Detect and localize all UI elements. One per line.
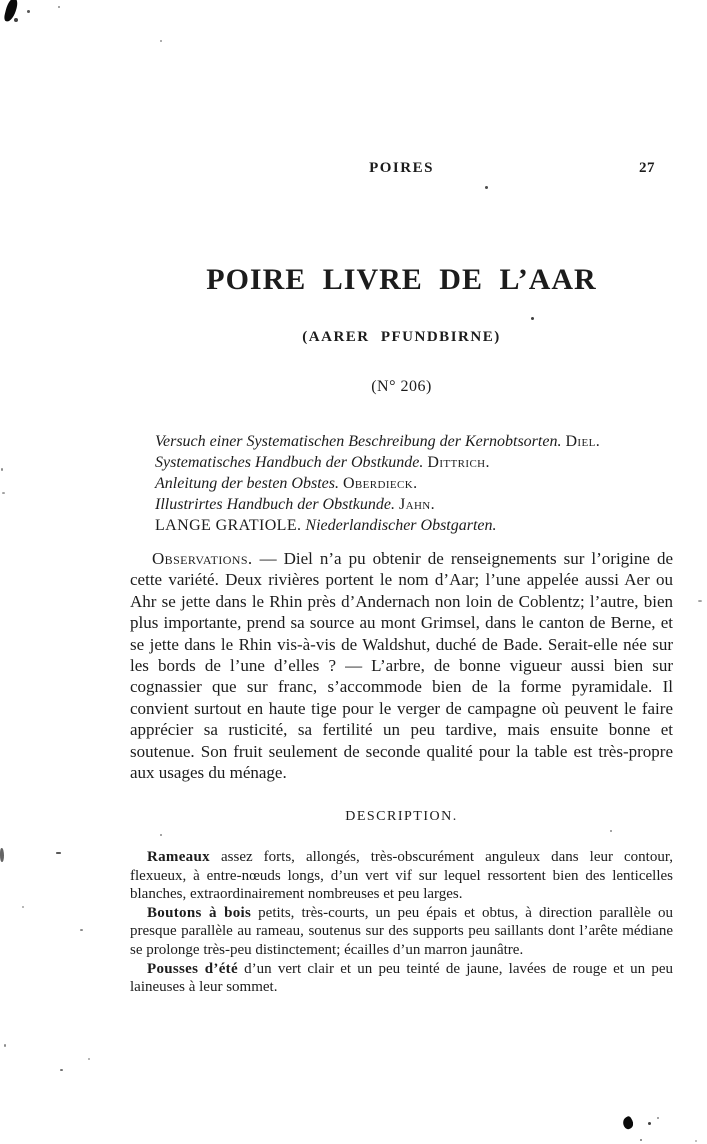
ink-speck (610, 830, 612, 832)
reference-item (155, 452, 673, 473)
ink-speck (695, 1140, 697, 1142)
reference-author: Oberdieck. (342, 475, 418, 492)
ink-speck (160, 834, 162, 836)
reference-title: Systematisches Handbuch der Obstkunde. (155, 454, 424, 471)
description-paragraph-rameaux (130, 848, 673, 904)
ink-speck (56, 852, 61, 854)
paragraph-lead: Pousses d’été (147, 960, 238, 977)
ink-speck (485, 186, 488, 189)
ink-speck (22, 906, 24, 908)
ink-speck (88, 1058, 90, 1060)
reference-item (155, 494, 673, 515)
ink-speck (640, 1139, 642, 1141)
description-paragraph-boutons (130, 904, 673, 960)
ink-speck (27, 10, 30, 13)
ink-speck (1, 468, 3, 471)
reference-author: Jahn. (398, 496, 436, 513)
reference-title: Anleitung der besten Obstes. (155, 475, 339, 492)
reference-author: Diel. (565, 433, 601, 450)
ink-speck (160, 40, 162, 42)
ink-speck (60, 1069, 63, 1071)
description-section (130, 848, 673, 997)
page-title: POIRE LIVRE DE L’AAR (206, 263, 597, 296)
reference-item (155, 431, 673, 452)
paragraph-lead: Boutons à bois (147, 904, 252, 921)
paragraph-text: petits, très-courts, un peu épais et obtus, à direction parallèle ou presque parallèle au rameau, soutenus sur des supports peu saillants dont l’arête médiane se prolonge très-peu distinctement; écailles d’un marron jaunâtre. (130, 904, 673, 958)
page-subtitle: (AARER PFUNDBIRNE) (302, 329, 501, 345)
paragraph-text: d’un vert clair et un peu teinté de jaune, lavées de rouge et un peu laineuses à leur sommet. (130, 960, 673, 996)
ink-speck (657, 1117, 659, 1119)
ink-blot (621, 1115, 635, 1130)
page-number: 27 (639, 160, 655, 176)
ink-speck (58, 6, 60, 8)
bibliography (155, 431, 673, 536)
ink-speck (2, 492, 5, 494)
paragraph-lead: Rameaux (147, 849, 210, 865)
observations-section (130, 548, 673, 783)
reference-author: LANGE GRATIOLE. (155, 517, 302, 534)
observations-text: — Diel n’a pu obtenir de renseignements sur l’origine de cette variété. Deux rivières portent le nom d’Aar; l’une appelée aussi Aer ou Ahr se jette dans le Rhin près d’Andernach non loin de Coblentz; l’autre, bien plus importante, prend sa source au mont Grimsel, dans le canton de Berne, et se jette dans le Rhin vis-à-vis de Waldshut, duché de Bade. Serait-elle née sur les bords de l’une d’elles ? — L’arbre, de bonne vigueur aussi bien sur cognassier que sur franc, s’accommode bien de la forme pyramidale. Il convient surtout en haute tige pour le verger de campagne où peuvent le faire apprécier sa rusticité, sa fertilité un peu tardive, mais ensuite bonne et soutenue. Son fruit seulement de seconde qualité pour la table est très-propre aux usages du ménage. (130, 549, 673, 783)
running-title: POIRES (369, 160, 434, 176)
description-paragraph-pousses (130, 960, 673, 997)
ink-speck (80, 929, 83, 931)
reference-item (155, 473, 673, 494)
reference-item (155, 515, 673, 536)
ink-speck (0, 848, 4, 862)
ink-speck (698, 600, 702, 602)
ink-speck (648, 1122, 651, 1125)
paragraph-text: assez forts, allongés, très-obscurément anguleux dans leur contour, flexueux, à entre-nœuds longs, d’un vert vif sur lequel ressortent bien des lenticelles blanches, extraordinairement nombreuses et peu larges. (130, 849, 673, 903)
running-header (130, 160, 673, 180)
reference-title: Niederlandischer Obstgarten. (305, 517, 497, 534)
reference-author: Dittrich. (427, 454, 490, 471)
description-heading: DESCRIPTION. (345, 809, 458, 824)
observations-paragraph (130, 548, 673, 783)
reference-title: Illustrirtes Handbuch der Obstkunde. (155, 496, 395, 513)
observations-label: Observations. (152, 549, 253, 568)
ink-speck (531, 317, 534, 320)
ink-speck (4, 1044, 6, 1047)
reference-title: Versuch einer Systematischen Beschreibung der Kernobtsorten. (155, 433, 562, 450)
ink-speck (14, 18, 18, 22)
variety-number: (N° 206) (371, 378, 432, 395)
